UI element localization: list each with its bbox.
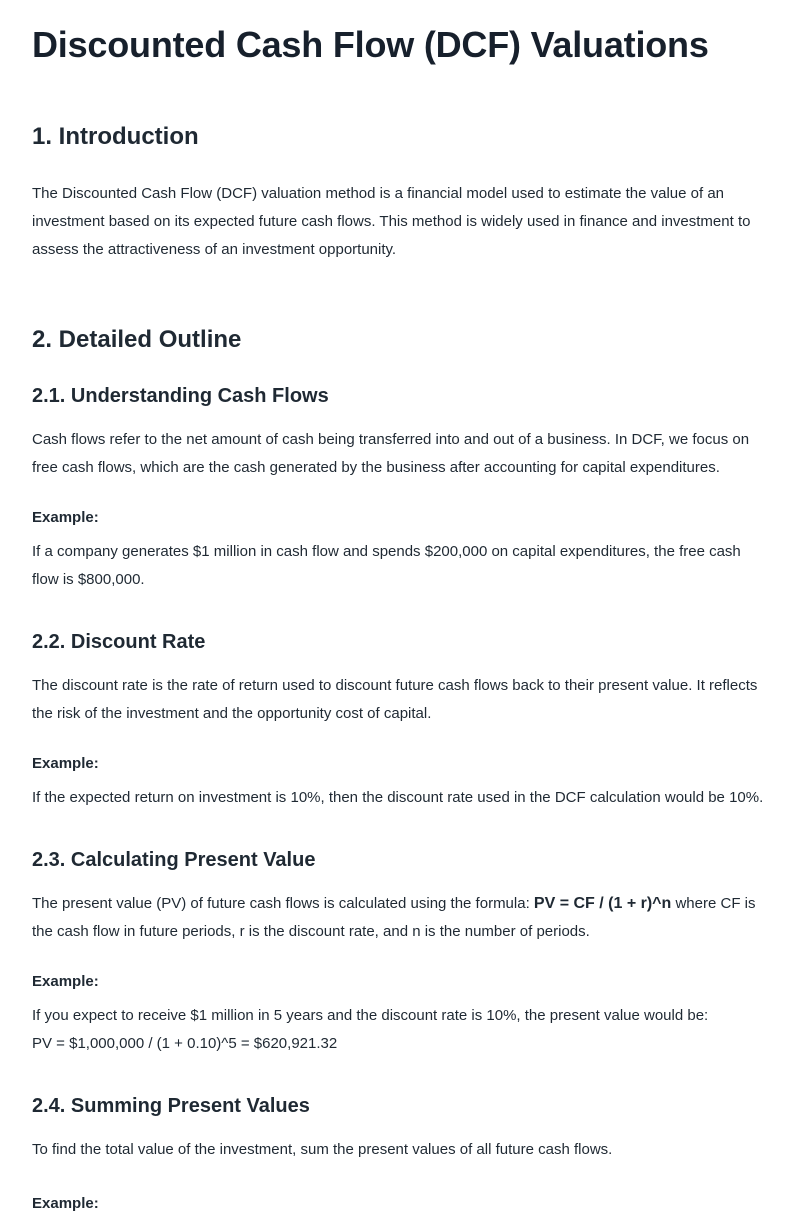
subsection-paragraph: To find the total value of the investment, sum the present values of all future cash flows. — [32, 1141, 613, 1159]
subsection-present-value — [32, 848, 768, 1058]
subsection-paragraph: The discount rate is the rate of return used to discount future cash flows back to their present value. It reflects the risk of the investment and the opportunity cost of capital. — [32, 677, 758, 723]
subsection-heading: 2.4. Summing Present Values — [32, 1095, 310, 1118]
example-text: If the expected return on investment is 10%, then the discount rate used in the DCF calculation would be 10%. — [32, 789, 764, 807]
subsection-heading: 2.2. Discount Rate — [32, 631, 206, 654]
example-text: If a company generates $1 million in cash flow and spends $200,000 on capital expenditures, the free cash flow is $800,000. — [32, 543, 741, 589]
formula-intro-text: The present value (PV) of future cash flows is calculated using the formula: — [32, 895, 534, 913]
example-line-1: If you expect to receive $1 million in 5 years and the discount rate is 10%, the present value would be: — [32, 1007, 709, 1025]
pv-formula: PV = CF / (1 + r)^n — [533, 895, 672, 913]
example-label: Example: — [32, 973, 99, 991]
section-heading-outline: 2. Detailed Outline — [32, 325, 242, 353]
subsection-summing-present-values — [32, 1094, 768, 1214]
subsection-heading: 2.1. Understanding Cash Flows — [32, 385, 329, 408]
example-label: Example: — [32, 755, 99, 773]
section-heading-introduction: 1. Introduction — [32, 122, 199, 150]
example-line-2: PV = $1,000,000 / (1 + 0.10)^5 = $620,921.32 — [32, 1035, 338, 1053]
subsection-discount-rate — [32, 630, 768, 812]
example-label: Example: — [32, 1195, 99, 1213]
section-detailed-outline — [32, 326, 768, 1214]
section-introduction — [32, 123, 768, 264]
subsection-paragraph — [32, 890, 768, 946]
introduction-paragraph: The Discounted Cash Flow (DCF) valuation method is a financial model used to estimate the value of an investment based on its expected future cash flows. This method is widely used in finance and investment to assess the attractiveness of an investment opportunity. — [32, 184, 751, 258]
page-title: Discounted Cash Flow (DCF) Valuations — [32, 24, 709, 65]
example-text — [32, 1002, 768, 1058]
subsection-heading: 2.3. Calculating Present Value — [32, 849, 316, 872]
example-label: Example: — [32, 509, 99, 527]
subsection-cash-flows — [32, 384, 768, 594]
subsection-paragraph: Cash flows refer to the net amount of cash being transferred into and out of a business. In DCF, we focus on free cash flows, which are the cash generated by the business after accounting for capital expenditures. — [32, 431, 750, 477]
formula-explanation-text: where CF is the cash flow in future periods, r is the discount rate, and n is the number of periods. — [32, 895, 756, 941]
